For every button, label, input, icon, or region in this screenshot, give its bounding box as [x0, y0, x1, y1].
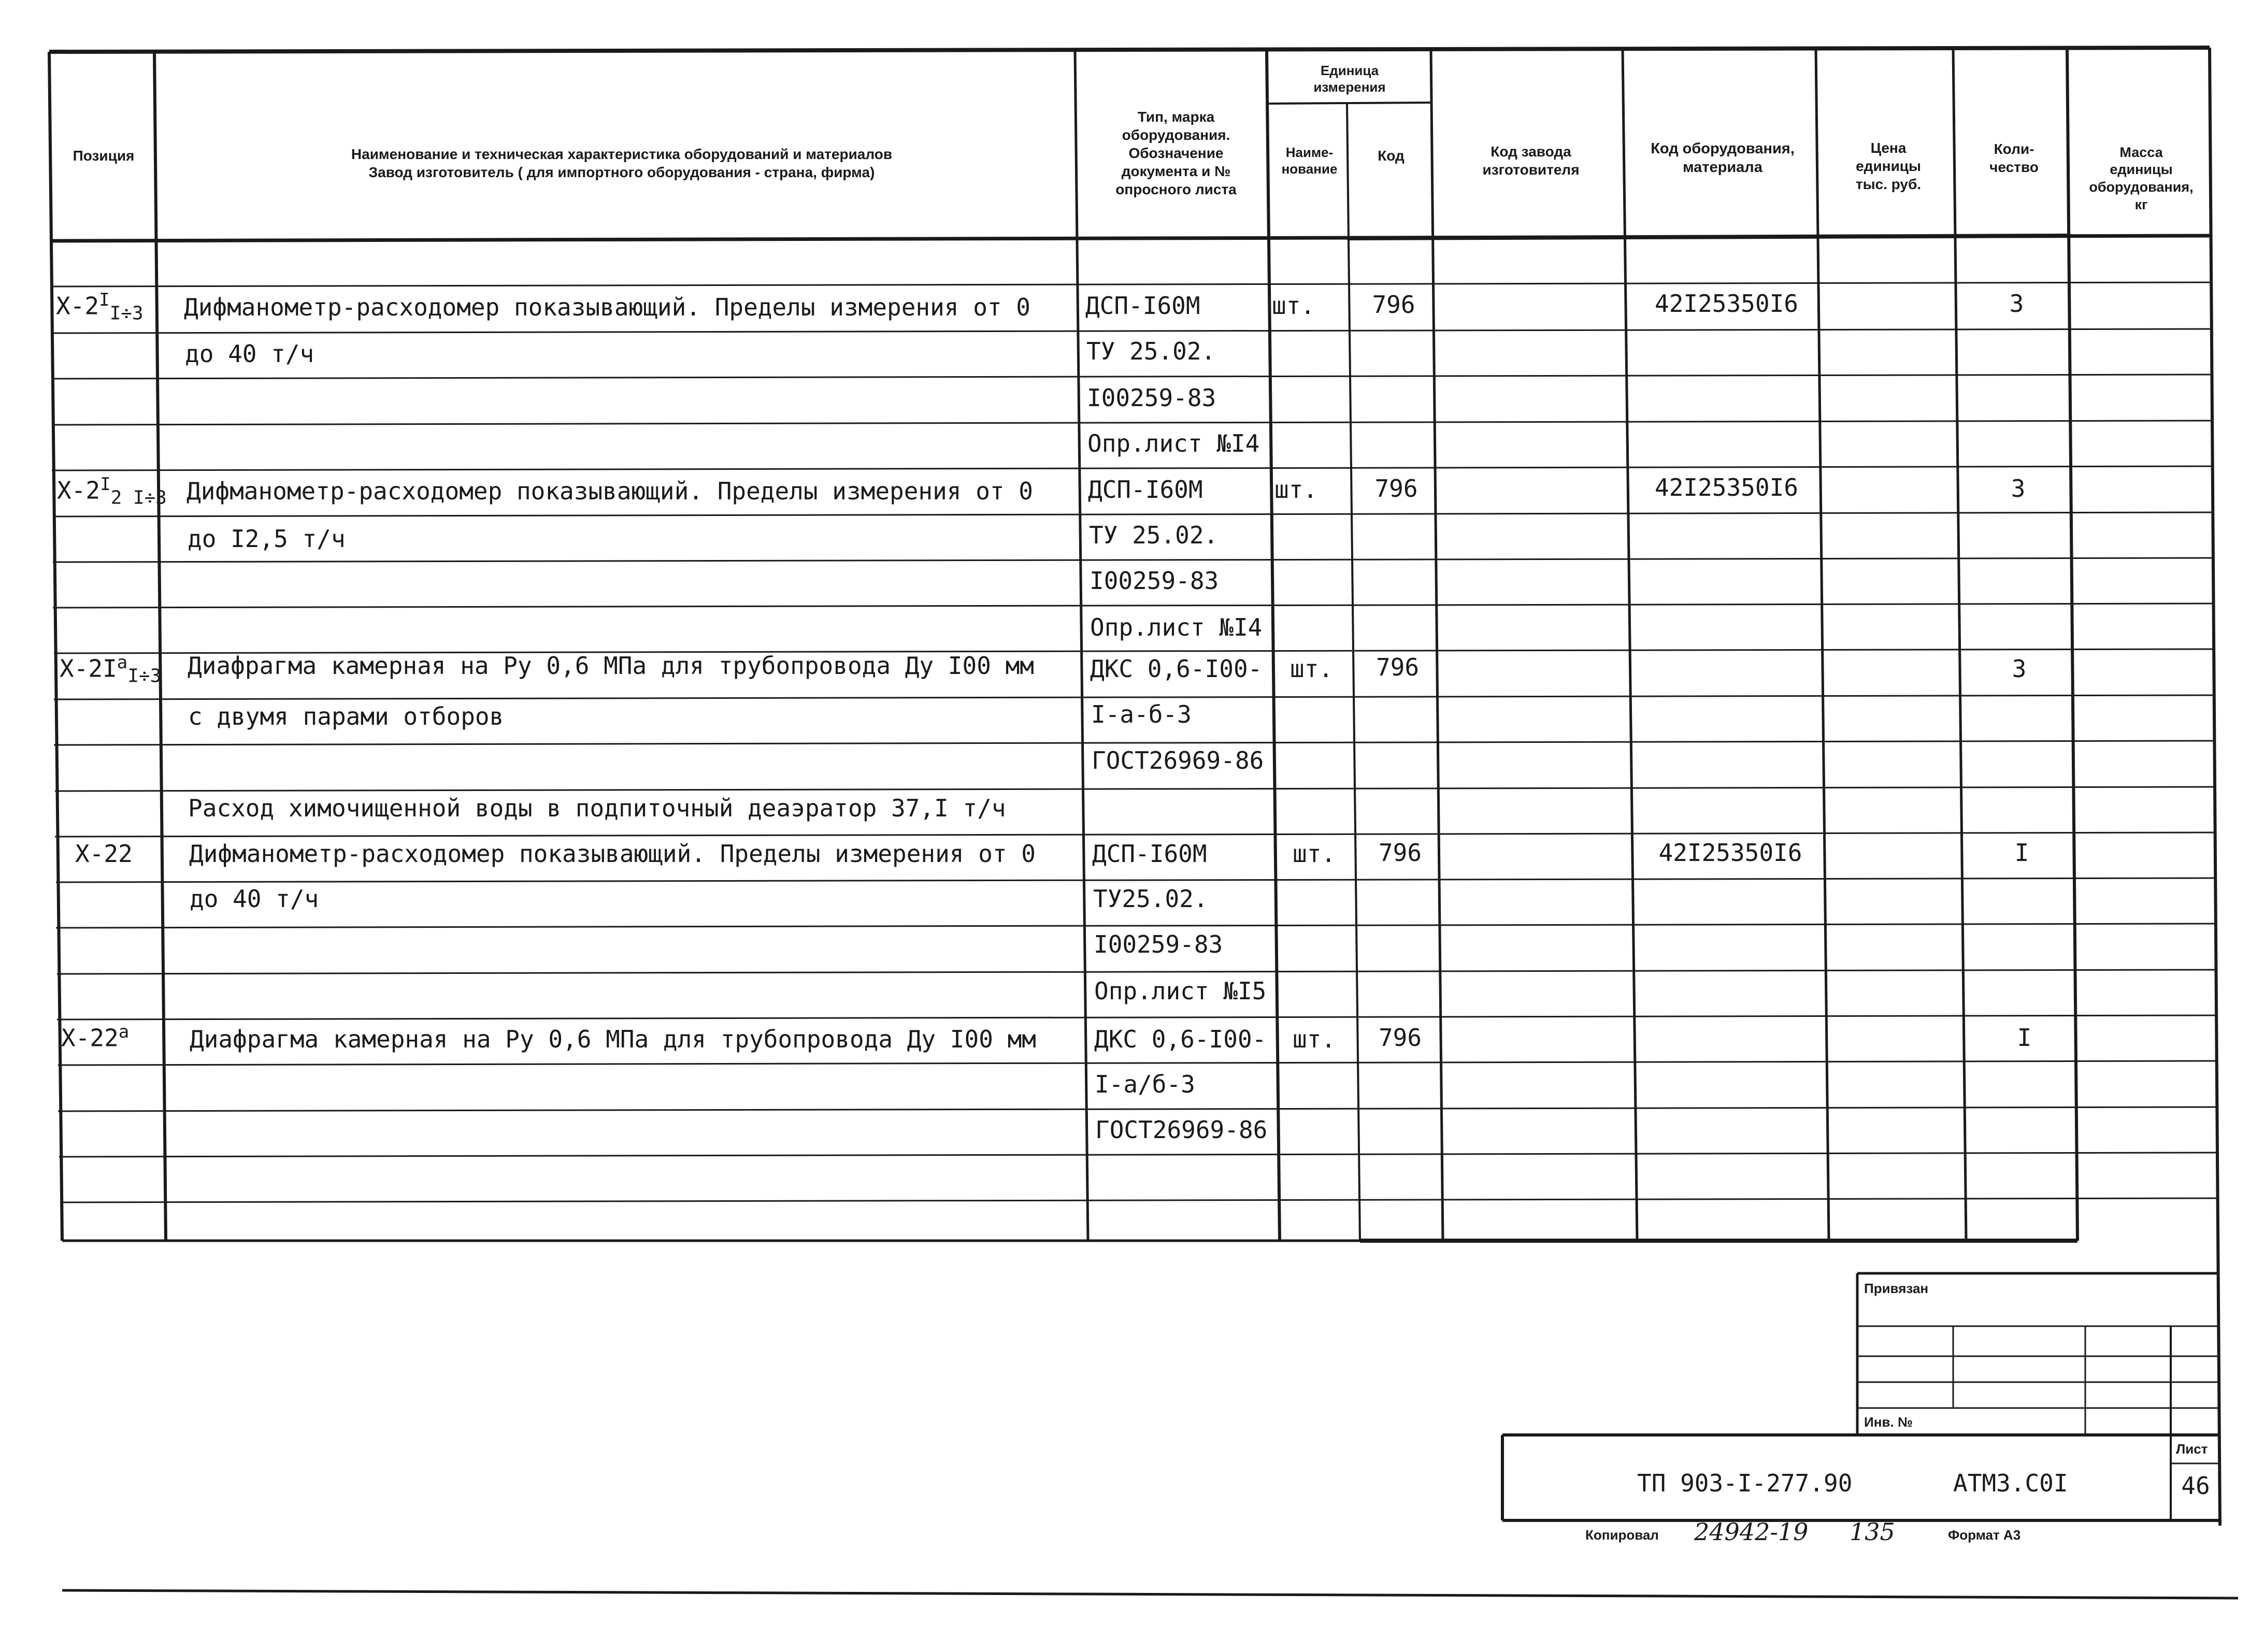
row-14-type: I00259-83	[1094, 930, 1223, 958]
row-8-type: ДКС 0,6-I00-	[1090, 655, 1263, 683]
row-12-code: 796	[1378, 839, 1422, 867]
row-9-name: с двумя парами отборов	[188, 702, 504, 730]
row-11-name: Расход химочищенной воды в подпиточный деаэратор 37,I т/ч	[188, 794, 1006, 822]
row-3-type: Опр.лист №I4	[1087, 429, 1260, 457]
row-6-type: I00259-83	[1090, 567, 1219, 595]
footer-format: Формат А3	[1948, 1527, 2021, 1543]
header-unit-code	[1352, 140, 1430, 171]
row-4-unit: шт.	[1274, 476, 1318, 504]
row-15-type: Опр.лист №I5	[1094, 977, 1267, 1005]
header-unit-line2: измерения	[1313, 79, 1386, 95]
row-8-code: 796	[1375, 653, 1420, 681]
row-10-type: ГОСТ26969-86	[1092, 746, 1264, 774]
stamp-inv-no: Инв. №	[1864, 1414, 1913, 1430]
header-unit-name	[1269, 140, 1350, 181]
header-equip-line1: Код оборудования,	[1651, 140, 1795, 157]
row-0-unit: шт.	[1272, 292, 1315, 320]
header-equip-code	[1627, 135, 1818, 181]
row-8-position: $Х-2I^а_{I\div 3}$	[60, 652, 162, 687]
header-qty	[1958, 135, 2070, 181]
row-12-qty: I	[2014, 839, 2029, 867]
row-7-type: Опр.лист №I4	[1090, 613, 1263, 641]
row-12-equip-code: 42I25350I6	[1658, 839, 1802, 867]
row-1-type: ТУ 25.02.	[1086, 337, 1216, 365]
row-8-name: Диафрагма камерная на Ру 0,6 МПа для трубопровода Ду I00 мм	[188, 652, 1034, 680]
footer-copied-label: Копировал	[1585, 1527, 1659, 1543]
header-price-line3: тыс. руб.	[1855, 176, 1922, 192]
row-2-type: I00259-83	[1087, 384, 1216, 412]
header-type-line3: Обозначение	[1128, 145, 1224, 161]
header-type-line4: документа и №	[1121, 163, 1231, 179]
row-0-type: ДСП-I60М	[1085, 292, 1200, 320]
row-5-type: ТУ 25.02.	[1089, 521, 1219, 549]
row-4-type: ДСП-I60М	[1088, 476, 1203, 504]
header-unit	[1269, 58, 1430, 99]
header-type-line2: оборудования.	[1122, 126, 1230, 143]
header-type-line1: Тип, марка	[1137, 108, 1215, 125]
footer-copied-number: 24942-19	[1694, 1518, 1809, 1546]
header-unit-line1: Единица	[1320, 62, 1379, 78]
row-17-type: I-а/б-3	[1095, 1070, 1195, 1098]
row-16-name: Диафрагма камерная на Ру 0,6 МПа для трубопровода Ду I00 мм	[190, 1025, 1036, 1053]
row-8-qty: 3	[2012, 655, 2027, 683]
row-1-name: до 40 т/ч	[185, 340, 314, 368]
header-name	[166, 140, 1078, 186]
header-unit-name-line1: Наиме-	[1285, 144, 1334, 160]
row-16-qty: I	[2017, 1024, 2032, 1052]
stamp-privyazan: Привязан	[1864, 1281, 1929, 1296]
header-price-line2: единицы	[1856, 157, 1921, 174]
header-type-line5: опросного листа	[1115, 181, 1237, 197]
header-mass-line2: единицы	[2110, 162, 2173, 178]
header-name-line1: Наименование и техническая характеристика оборудований и материалов	[351, 146, 893, 162]
row-0-position: $Х-2^I_{I\div 3}$	[56, 290, 144, 324]
row-5-name: до I2,5 т/ч	[188, 525, 346, 553]
header-mass-line3: оборудования,	[2089, 179, 2194, 195]
row-16-unit: шт.	[1293, 1025, 1336, 1053]
header-equip-line2: материала	[1683, 159, 1763, 176]
row-16-code: 796	[1378, 1024, 1422, 1052]
stamp-document-code: ТП 903-I-277.90	[1637, 1469, 1853, 1497]
header-unit-code-label: Код	[1378, 147, 1405, 164]
row-13-type: ТУ25.02.	[1093, 885, 1208, 913]
stamp-sheet-number: 46	[2181, 1472, 2210, 1500]
row-16-position: $Х-22^а$	[61, 1022, 130, 1052]
row-0-code: 796	[1372, 291, 1415, 319]
row-12-unit: шт.	[1293, 840, 1336, 868]
header-price	[1821, 132, 1956, 199]
row-9-type: I-а-б-3	[1091, 700, 1192, 728]
row-8-unit: шт.	[1290, 655, 1334, 683]
row-12-type: ДСП-I60М	[1092, 840, 1207, 868]
stamp-sheet-label: Лист	[2176, 1441, 2208, 1457]
row-0-equip-code: 42I25350I6	[1655, 290, 1798, 318]
header-plant-line1: Код завода	[1491, 143, 1571, 160]
header-name-line2: Завод изготовитель ( для импортного оборудования - страна, фирма)	[368, 164, 875, 180]
row-0-qty: 3	[2009, 290, 2024, 318]
header-mass-line4: кг	[2134, 196, 2148, 212]
stamp-document-mark: АТМЗ.С0I	[1953, 1469, 2068, 1497]
row-16-type: ДКС 0,6-I00-	[1094, 1025, 1267, 1053]
row-18-type: ГОСТ26969-86	[1095, 1116, 1268, 1144]
header-price-line1: Цена	[1870, 139, 1907, 156]
row-4-equip-code: 42I25350I6	[1655, 473, 1798, 501]
header-position-label: Позиция	[73, 147, 135, 164]
header-mass-line1: Масса	[2119, 144, 2163, 160]
header-type	[1080, 93, 1272, 212]
row-4-code: 796	[1374, 475, 1418, 502]
header-plant-line2: изготовителя	[1482, 162, 1580, 178]
header-qty-line2: чество	[1989, 159, 2039, 175]
row-12-name: Дифманометр-расходомер показывающий. Пределы измерения от 0	[189, 840, 1036, 868]
header-qty-line1: Коли-	[1994, 141, 2034, 157]
header-mass	[2071, 132, 2211, 225]
row-13-name: до 40 т/ч	[190, 885, 319, 913]
row-12-position: Х-22	[75, 840, 133, 868]
header-plant-code	[1438, 137, 1624, 184]
header-position	[52, 135, 155, 176]
header-unit-name-line2: нование	[1281, 161, 1338, 177]
row-0-name: Дифманометр-расходомер показывающий. Пределы измерения от 0	[184, 293, 1030, 321]
row-4-qty: 3	[2011, 475, 2026, 502]
row-4-position: $Х-2^I_{2 I\div 3}$	[57, 474, 167, 509]
footer-copied-number2: 135	[1850, 1518, 1895, 1546]
row-4-name: Дифманометр-расходомер показывающий. Пределы измерения от 0	[187, 477, 1033, 505]
